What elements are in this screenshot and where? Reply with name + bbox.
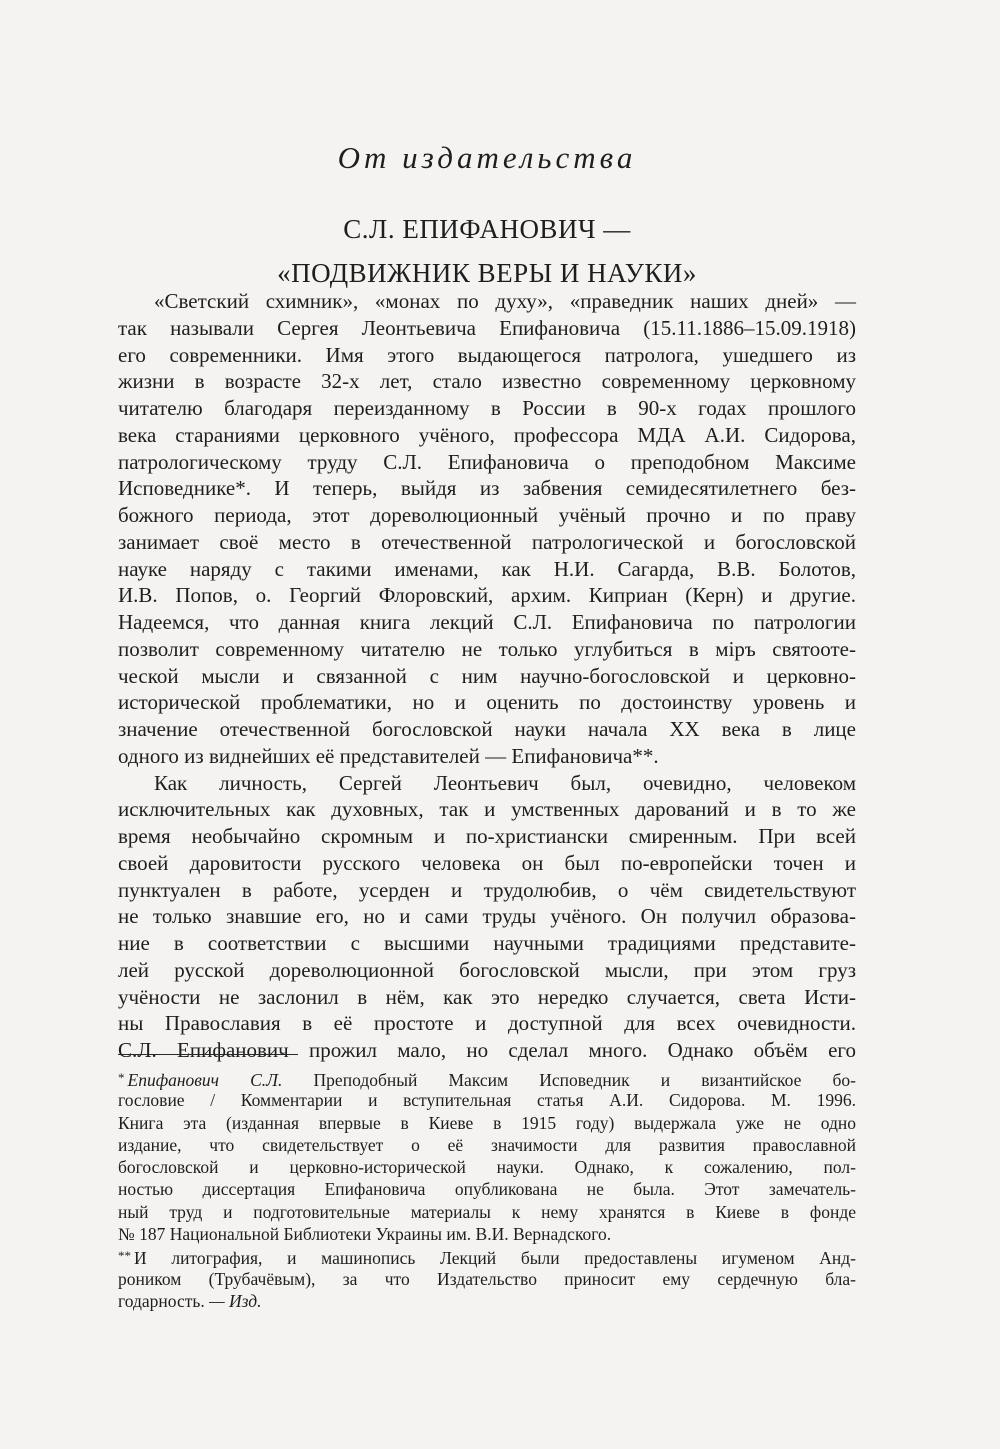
footnote-2-line — [118, 1245, 856, 1267]
body-line: пунктуален в работе, усерден и трудолюбив, о чём свидетельствуют — [118, 877, 856, 902]
body-line: божного периода, этот дореволюционный учёный прочно и по праву — [118, 503, 856, 527]
body-line: «Светский схимник», «монах по духу», «праведник наших дней» — — [154, 289, 856, 313]
footnote-1-line: Книга эта (изданная впервые в Киеве в 1915 году) выдержала уже не одно — [118, 1112, 856, 1133]
body-line: ны Православия в её простоте и доступной для всех очевидности. — [118, 1011, 856, 1036]
body-line: жизни в возрасте 32-х лет, стало известно современному церковному — [118, 369, 856, 394]
body-line: Исповеднике*. И теперь, выйдя из забвения семидесятилетнего без- — [118, 476, 856, 501]
footnote-2-line — [118, 1290, 856, 1312]
footnote-1-author: Епифанович С.Л. — [127, 1070, 283, 1090]
footnote-2-mark: ** — [118, 1248, 131, 1264]
body-line: не только знавшие его, но и сами труды учёного. Он получил образова- — [118, 904, 856, 929]
body-line: исключительных как духовных, так и умственных дарований и в то же — [118, 797, 856, 822]
footnote-1-line: № 187 Национальной Библиотеки Украины им. В.И. Вернадского. — [118, 1224, 612, 1245]
body-line: С.Л. Епифанович прожил мало, но сделал много. Однако объём его — [118, 1038, 856, 1062]
body-line: Как личность, Сергей Леонтьевич был, очевидно, человеком — [154, 770, 856, 795]
body-line: лей русской дореволюционной богословской мысли, при этом груз — [118, 957, 856, 982]
body-line: его современники. Имя этого выдающегося патролога, ушедшего из — [118, 342, 856, 367]
body-line: одного из виднейших её представителей — Епифановича**. — [118, 743, 659, 768]
body-line: своей даровитости русского человека он был по-европейски точен и — [118, 850, 856, 875]
body-line: значение отечественной богословской науки начала XX века в лице — [118, 717, 856, 741]
footnote-1-line: гословие / Комментарии и вступительная статья А.И. Сидорова. М. 1996. — [118, 1090, 856, 1111]
body-line: Надеемся, что данная книга лекций С.Л. Епифановича по патрологии — [118, 610, 856, 634]
footnotes — [118, 1067, 856, 1312]
book-page — [118, 0, 856, 1449]
body-line: так называли Сергея Леонтьевича Епифановича (15.11.1886–15.09.1918) — [118, 315, 856, 340]
footnote-1-line — [118, 1067, 856, 1089]
footnote-1-line: ный труд и подготовительные материалы к нему хранятся в Киеве в фонде — [118, 1201, 856, 1222]
heading-line-2: «ПОДВИЖНИК ВЕРЫ И НАУКИ» — [277, 258, 697, 288]
body-line: патрологическому труду С.Л. Епифановича о преподобном Максиме — [118, 449, 856, 474]
body-line: века стараниями церковного учёного, профессора МДА А.И. Сидорова, — [118, 422, 856, 447]
heading-line-1: С.Л. ЕПИФАНОВИЧ — — [343, 214, 631, 244]
body-line: позволит современному читателю не только углубиться в міръ святоотe- — [118, 636, 856, 661]
footnote-2-text: И литография, и машинопись Лекций были предоставлены игуменом Анд- — [134, 1248, 856, 1269]
body-line: время необычайно скромным и по-христиански смиренным. При всей — [118, 824, 856, 848]
body-line: читателю благодаря переизданному в России в 90-х годах прошлого — [118, 396, 856, 420]
footnote-2-sign: — Изд. — [209, 1290, 262, 1311]
body-line: исторической проблематики, но и оценить по достоинству уровень и — [118, 690, 856, 715]
body-line: занимает своё место в отечественной патрологической и богословской — [118, 529, 856, 554]
footnote-1-line: богословской и церковно-исторической науки. Однако, к сожалению, пол- — [118, 1157, 856, 1178]
footnote-2-line: роником (Трубачёвым), за что Издательство приносит ему сердечную бла- — [118, 1268, 856, 1289]
body-text — [118, 288, 856, 1064]
article-heading — [118, 207, 856, 295]
body-line: учёности не заслонил в нём, как это нередко случается, света Исти- — [118, 984, 856, 1009]
body-line: науке наряду с такими именами, как Н.И. Сагарда, В.В. Болотов, — [118, 556, 856, 581]
body-line: И.В. Попов, о. Георгий Флоровский, архим. Киприан (Керн) и другие. — [118, 583, 856, 608]
footnote-1-line: ностью диссертация Епифановича опубликована не была. Этот замечатель- — [118, 1179, 856, 1200]
footnote-1-line: издание, что свидетельствует о её значимости для развития православной — [118, 1134, 856, 1155]
footnote-1-text: Преподобный Максим Исповедник и византийское бо- — [313, 1070, 857, 1090]
footnote-divider — [118, 1054, 298, 1055]
body-line: ние в соответствии с высшими научными традициями представите- — [118, 931, 856, 955]
section-title: От издательства — [337, 140, 637, 175]
footnote-2-text: годарность. — [118, 1290, 205, 1311]
body-line: ческой мысли и связанной с ним научно-богословской и церковно- — [118, 663, 856, 688]
footnote-1-mark: * — [118, 1070, 125, 1085]
